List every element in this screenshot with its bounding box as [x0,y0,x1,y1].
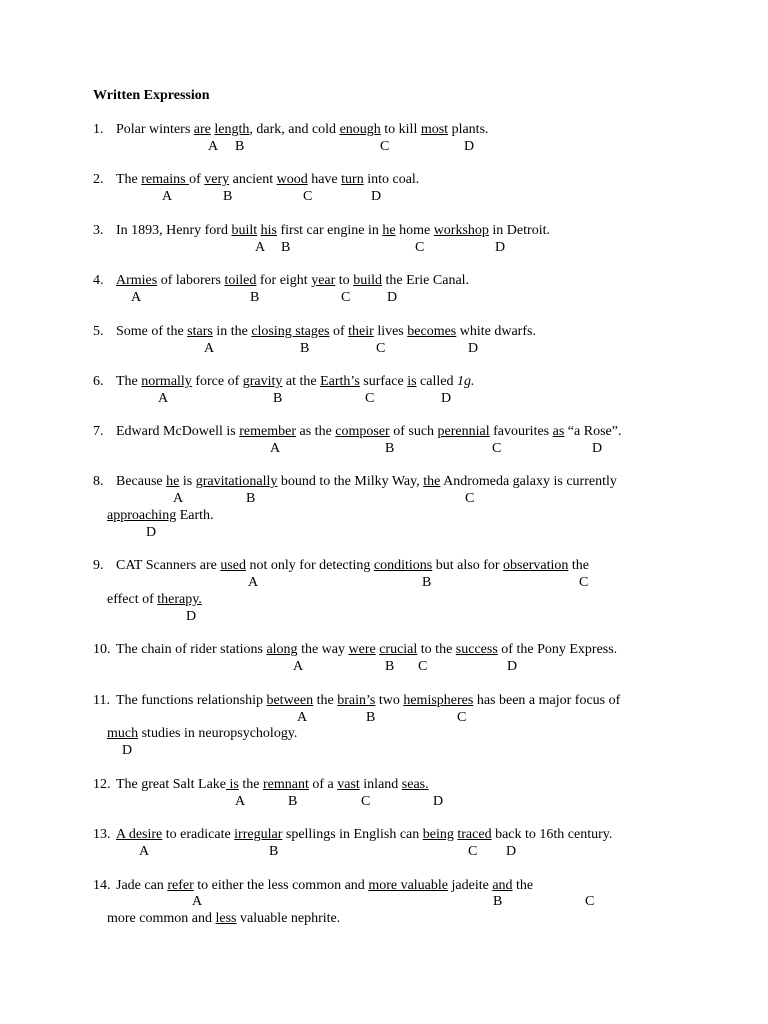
option-a: between [266,693,314,708]
question-number: 5. [93,324,104,339]
option-a: along [266,642,298,657]
option-b: very [204,172,230,187]
question-number: 8. [93,474,104,489]
option-d: build [353,273,382,288]
letter-d: D [433,794,444,809]
question-number: 2. [93,172,104,187]
option-a: used [220,558,246,573]
letter-c: C [361,794,371,809]
question-number: 11. [93,693,110,708]
option-a: Armies [116,273,158,288]
option-d: workshop [433,223,489,238]
letter-d: D [468,341,479,356]
option-a: he [166,474,180,489]
option-d: approaching [107,508,177,523]
option-c: and [492,878,513,893]
question-7: 7. Edward McDowell is remember as the composer of such perennial favourites as “a Rose”. [93,424,622,439]
letter-b: B [385,659,395,674]
letter-a: A [270,441,281,456]
option-d: traced [457,827,492,842]
option-c: the [423,474,441,489]
unit-1g: 1g. [456,374,475,389]
letter-c: C [376,341,386,356]
option-c: vast [337,777,360,792]
question-14: 14. Jade can refer to either the less common and more valuable jadeite and the [93,878,534,893]
option-b: irregular [234,827,283,842]
option-a: remains [141,172,190,187]
question-6: 6. The normally force of gravity at the Earth’s surface is called 1g. [93,374,475,389]
option-b: more valuable [368,878,448,893]
option-c: crucial [379,642,418,657]
letter-d: D [506,844,517,859]
letter-a: A [208,139,219,154]
option-d: as [552,424,565,439]
option-d: turn [341,172,364,187]
letter-c: C [365,391,375,406]
option-b: remnant [262,777,309,792]
option-a: are [193,122,211,137]
question-number: 1. [93,122,104,137]
option-c: observation [503,558,569,573]
letter-c: C [465,491,475,506]
letter-a: A [297,710,308,725]
letter-b: B [493,894,503,909]
letter-c: C [418,659,428,674]
question-number: 9. [93,558,104,573]
letter-c: C [457,710,467,725]
letter-d: D [387,290,398,305]
question-number: 14. [93,878,111,893]
question-9-continuation: effect of therapy. [107,592,202,607]
option-a: A desire [116,827,163,842]
letter-c: C [303,189,313,204]
question-9: 9. CAT Scanners are used not only for detecting conditions but also for observation the [93,558,589,573]
question-number: 12. [93,777,111,792]
letter-c: C [415,240,425,255]
option-b: his [260,223,277,238]
option-b: closing stages [251,324,330,339]
option-b: toiled [224,273,257,288]
letter-d: D [495,240,506,255]
letter-b: B [288,794,298,809]
option-b: conditions [373,558,433,573]
letter-c: C [380,139,390,154]
letter-a: A [192,894,203,909]
letter-d: D [371,189,382,204]
option-c: year [311,273,336,288]
question-10: 10. The chain of rider stations along the way were crucial to the success of the Pony Express. [93,642,618,657]
question-8-continuation: approaching Earth. [107,508,214,523]
letter-a: A [139,844,150,859]
option-c: Earth’s [320,374,360,389]
option-b: composer [335,424,390,439]
letter-d: D [464,139,475,154]
letter-a: A [131,290,142,305]
letter-a: A [158,391,169,406]
question-2: 2. The remains of very ancient wood have turn into coal. [93,172,420,187]
option-a: built [231,223,258,238]
option-d: is [407,374,417,389]
option-d: seas. [401,777,429,792]
question-number: 7. [93,424,104,439]
option-a: refer [167,878,194,893]
question-11: 11. The functions relationship between the brain’s two hemispheres has been a major focus of [93,693,621,708]
option-b: gravitationally [195,474,278,489]
question-number: 4. [93,273,104,288]
letter-d: D [122,743,133,758]
question-12: 12. The great Salt Lake is the remnant of a vast inland seas. [93,777,429,792]
letter-a: A [255,240,266,255]
option-d: much [107,726,139,741]
option-c: enough [339,122,381,137]
option-c: wood [276,172,308,187]
letter-a: A [293,659,304,674]
letter-b: B [269,844,279,859]
option-d: most [420,122,449,137]
letter-d: D [146,525,157,540]
option-c: their [348,324,374,339]
question-3: 3. In 1893, Henry ford built his first car engine in he home workshop in Detroit. [93,223,550,238]
letter-c: C [585,894,595,909]
letter-a: A [235,794,246,809]
letter-b: B [250,290,260,305]
option-b: were [348,642,376,657]
letter-c: C [341,290,351,305]
letter-a: A [204,341,215,356]
option-b: length [214,122,250,137]
letter-a: A [173,491,184,506]
letter-b: B [366,710,376,725]
letter-d: D [441,391,452,406]
letter-b: B [223,189,233,204]
letter-d: D [507,659,518,674]
letter-d: D [186,609,197,624]
letter-b: B [246,491,256,506]
letter-b: B [385,441,395,456]
letter-b: B [235,139,245,154]
option-c: perennial [437,424,490,439]
question-14-continuation: more common and less valuable nephrite. [107,911,341,926]
option-a: stars [187,324,213,339]
option-d: less [215,911,237,926]
question-4: 4. Armies of laborers toiled for eight year to build the Erie Canal. [93,273,470,288]
question-8: 8. Because he is gravitationally bound to the Milky Way, the Andromeda galaxy is currently [93,474,617,489]
question-11-continuation: much studies in neuropsychology. [107,726,298,741]
question-5: 5. Some of the stars in the closing stages of their lives becomes white dwarfs. [93,324,536,339]
option-b: brain’s [337,693,376,708]
letter-b: B [422,575,432,590]
option-b: gravity [242,374,283,389]
letter-b: B [273,391,283,406]
option-c: he [382,223,396,238]
letter-b: B [281,240,291,255]
question-number: 10. [93,642,111,657]
letter-a: A [248,575,259,590]
question-1: 1. Polar winters are length, dark, and cold enough to kill most plants. [93,122,489,137]
option-d: becomes [407,324,457,339]
option-a: normally [141,374,192,389]
option-c: hemispheres [403,693,474,708]
letter-c: C [492,441,502,456]
letter-c: C [579,575,589,590]
option-a: is [226,777,239,792]
letter-c: C [468,844,478,859]
page-title: Written Expression [93,88,210,103]
question-number: 6. [93,374,104,389]
question-number: 13. [93,827,111,842]
letter-b: B [300,341,310,356]
letter-a: A [162,189,173,204]
option-a: remember [239,424,297,439]
option-d: success [455,642,498,657]
option-d: therapy. [157,592,202,607]
question-13: 13. A desire to eradicate irregular spellings in English can being traced back to 16th century. [93,827,613,842]
letter-d: D [592,441,603,456]
question-number: 3. [93,223,104,238]
option-c: being [422,827,454,842]
